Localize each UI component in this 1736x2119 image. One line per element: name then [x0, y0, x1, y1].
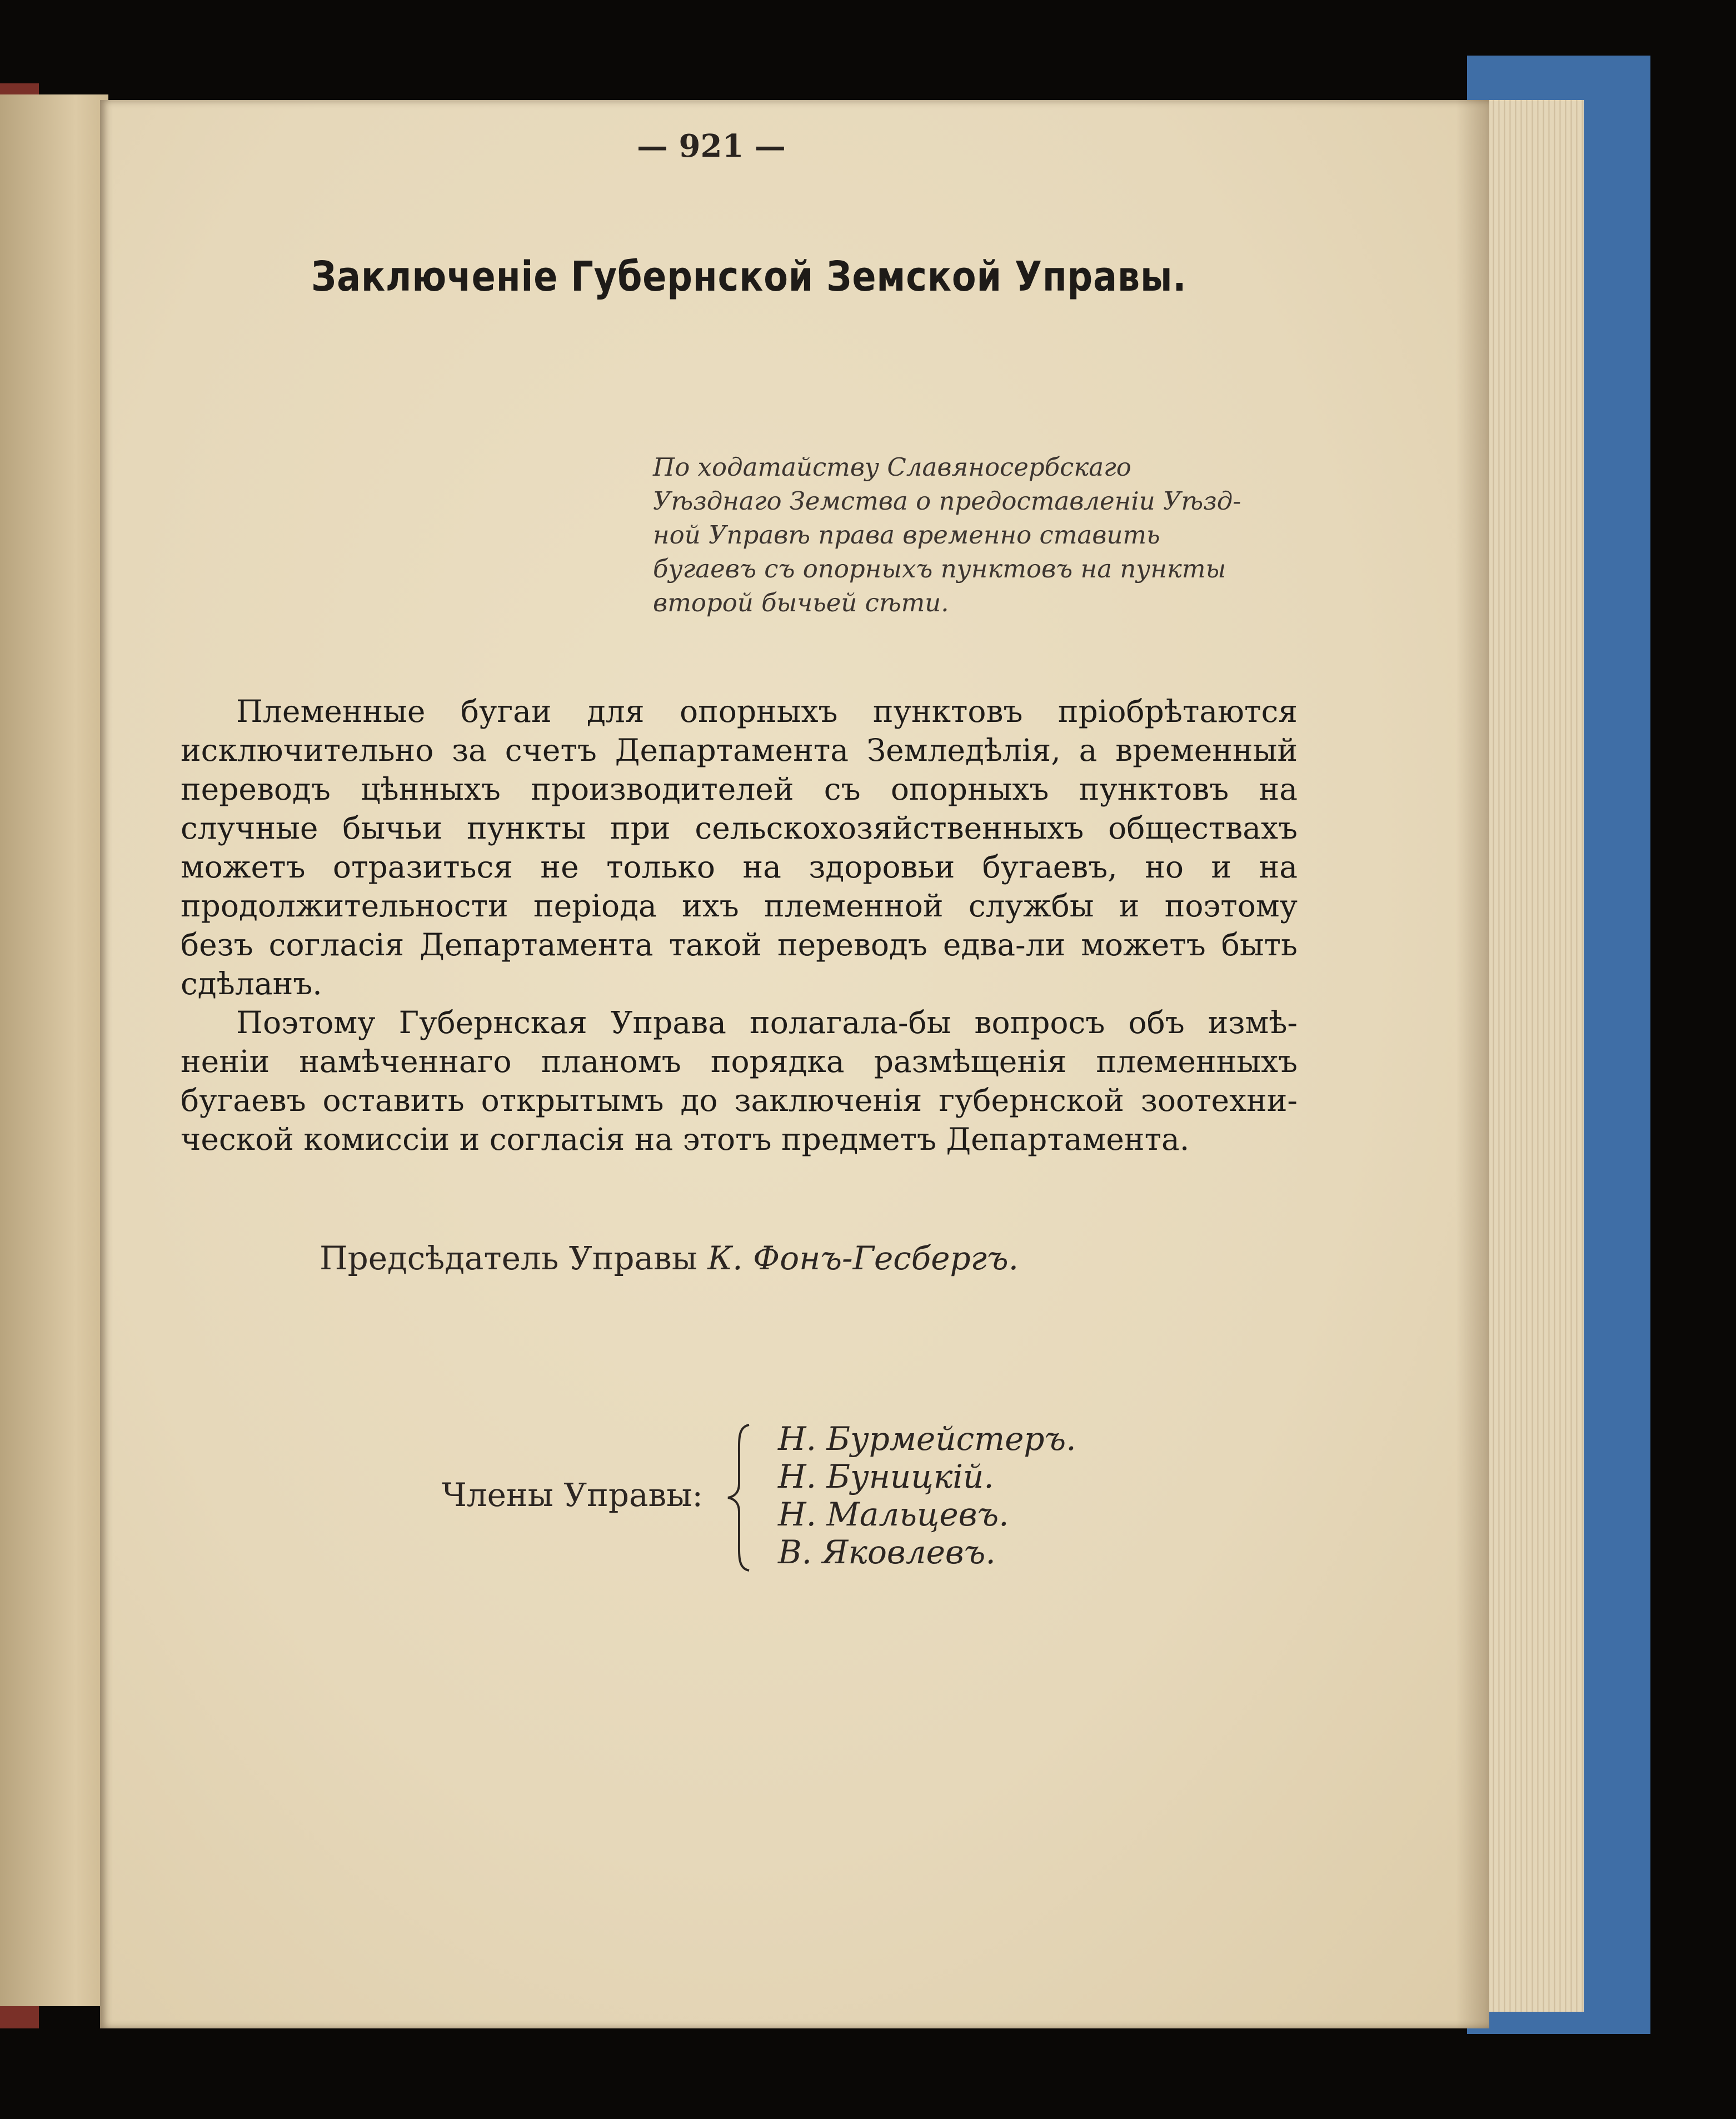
intro-line: По ходатайству Славяносербскаго: [653, 452, 1131, 482]
chairman-signature: [320, 1239, 1019, 1277]
body-text: [181, 692, 1298, 1159]
intro-line: ной Управѣ права временно ставить: [653, 520, 1160, 550]
brace-icon: [722, 1423, 756, 1573]
members-list: [778, 1420, 1076, 1571]
body-line: Племенные бугаи для опорныхъ пунктовъ пріобрѣтаются: [236, 694, 1298, 729]
page-title: Заключеніе Губернской Земской Управы.: [311, 253, 1187, 301]
body-line: ческой комиссіи и согласія на этотъ предметъ Департамента.: [181, 1121, 1190, 1157]
body-line: неніи намѣченнаго планомъ порядка размѣщенія племенныхъ: [181, 1044, 1298, 1079]
body-line: можетъ отразиться не только на здоровьи бугаевъ, но и на: [181, 849, 1298, 885]
page-number: — 921 —: [637, 128, 786, 164]
body-line: случные бычьи пункты при сельскохозяйственныхъ обществахъ: [181, 810, 1298, 846]
body-line: исключительно за счетъ Департамента Земледѣлія, а временный: [181, 732, 1298, 768]
chairman-label: Предсѣдатель Управы: [320, 1239, 697, 1277]
member-name: Н. Бурмейстеръ.: [778, 1420, 1076, 1458]
intro-line: Уѣзднаго Земства о предоставленіи Уѣзд-: [653, 486, 1241, 516]
members-label: Члены Управы:: [442, 1476, 703, 1514]
intro-summary: [653, 450, 1298, 620]
left-page-edge: [0, 94, 108, 2006]
body-line: продолжительности періода ихъ племенной службы и поэтому: [181, 888, 1298, 924]
intro-line: второй бычьей сѣти.: [653, 588, 949, 617]
member-name: Н. Буницкій.: [778, 1458, 994, 1495]
body-line: сдѣланъ.: [181, 966, 322, 1001]
body-line: безъ согласія Департамента такой переводъ едва-ли можетъ быть: [181, 927, 1298, 963]
body-line: переводъ цѣнныхъ производителей съ опорныхъ пунктовъ на: [181, 771, 1298, 807]
intro-line: бугаевъ съ опорныхъ пунктовъ на пункты: [653, 554, 1226, 584]
member-name: Н. Мальцевъ.: [778, 1495, 1009, 1533]
body-line: Поэтому Губернская Управа полагала-бы вопросъ объ измѣ-: [236, 1005, 1298, 1040]
chairman-name: К. Фонъ-Гесбергъ.: [707, 1239, 1019, 1277]
body-line: бугаевъ оставить открытымъ до заключенія губернской зоотехни-: [181, 1083, 1298, 1118]
member-name: В. Яковлевъ.: [778, 1533, 996, 1571]
